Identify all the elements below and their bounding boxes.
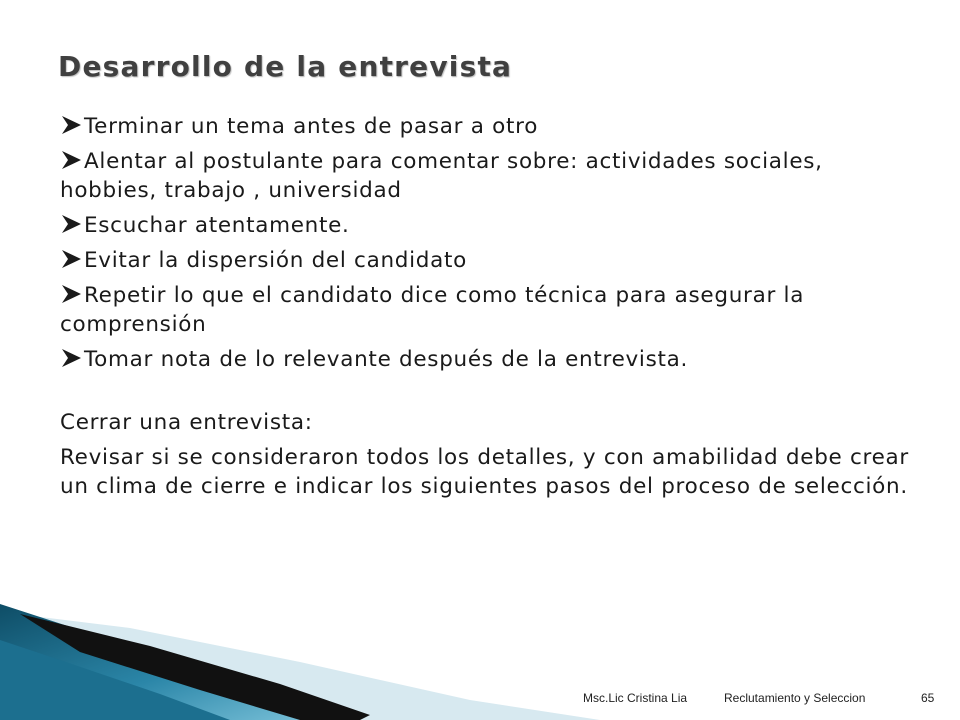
footer-course: Reclutamiento y Seleccion xyxy=(724,691,866,705)
bullet-item xyxy=(60,246,910,275)
arrowhead-bullet-icon xyxy=(60,249,84,269)
arrowhead-bullet-icon xyxy=(60,150,84,170)
bullet-text: Escuchar atentamente. xyxy=(84,213,350,238)
closing-body: Revisar si se consideraron todos los detalles, y con amabilidad debe crear un clima de cierre e indicar los siguientes pasos del proceso de selección. xyxy=(60,445,909,499)
arrowhead-bullet-icon xyxy=(60,214,84,234)
arrowhead-bullet-icon xyxy=(60,348,84,368)
spacer xyxy=(60,380,910,408)
arrowhead-bullet-icon xyxy=(60,284,84,304)
bullet-item xyxy=(60,147,910,205)
bullet-text: Evitar la dispersión del candidato xyxy=(84,248,468,273)
footer-author: Msc.Lic Cristina Lia xyxy=(583,691,688,705)
bullet-item xyxy=(60,281,910,339)
bullet-text: Repetir lo que el candidato dice como técnica para asegurar la comprensión xyxy=(60,283,805,337)
footer-page-number: 65 xyxy=(921,691,935,705)
bullet-text: Terminar un tema antes de pasar a otro xyxy=(84,114,539,139)
closing-heading: Cerrar una entrevista: xyxy=(60,410,313,435)
arrowhead-bullet-icon xyxy=(60,115,84,135)
bullet-item xyxy=(60,112,910,141)
bullet-item xyxy=(60,211,910,240)
bullet-text: Tomar nota de lo relevante después de la entrevista. xyxy=(84,347,689,372)
bullet-text: Alentar al postulante para comentar sobre: actividades sociales, hobbies, trabajo , universidad xyxy=(60,149,823,203)
slide-content xyxy=(60,112,910,507)
bullet-item xyxy=(60,345,910,374)
slide-title: Desarrollo de la entrevista xyxy=(58,50,513,83)
